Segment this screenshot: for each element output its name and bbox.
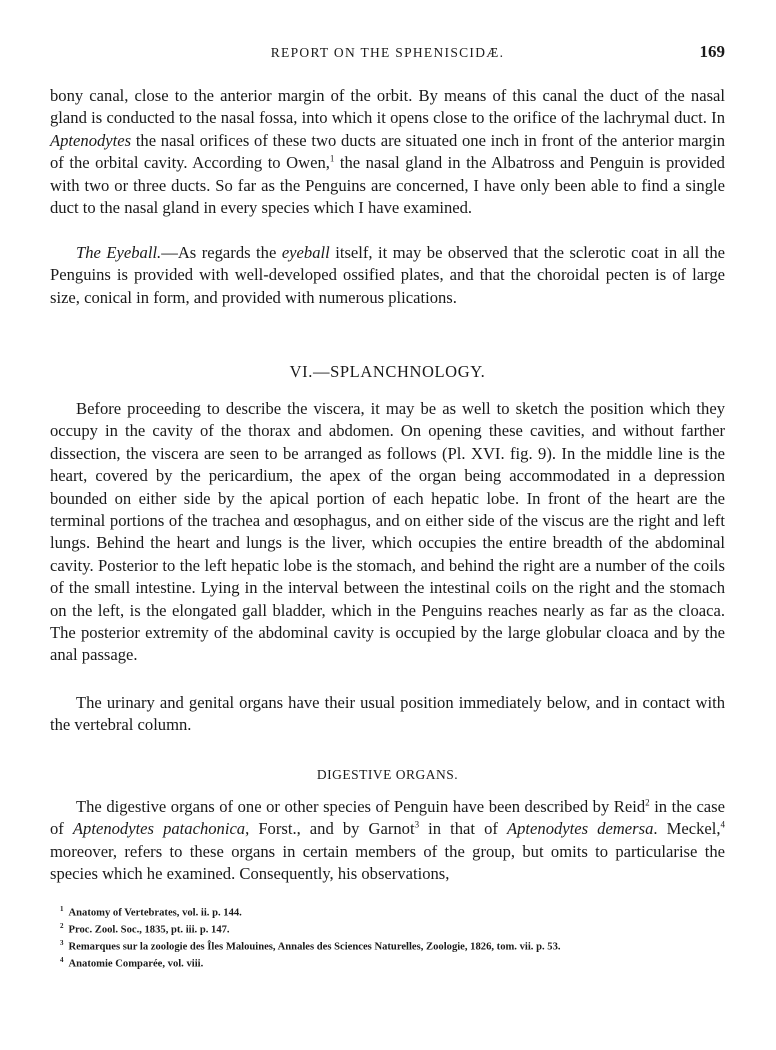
- footnote-number: 4: [60, 956, 64, 965]
- running-title: REPORT ON THE SPHENISCIDÆ.: [270, 45, 505, 60]
- running-header: [50, 42, 725, 64]
- paragraph-nasal-gland: [50, 85, 725, 219]
- footnote-number: 3: [60, 939, 64, 948]
- paragraph-text: bony canal, close to the anterior margin of the orbit. By means of this canal the duct of the nasal gland is conducted to the nasal fossa, into which it opens close to the orifice of the lachrymal duct. In Aptenodytes the nasal orifices of these two ducts are situated one inch in front of the anterior margin of the orbital cavity. According to Owen,$^1$ the nasal gland in the Albatross and Penguin is provided with two or three ducts. So far as the Penguins are concerned, I have only been able to find a single duct to the nasal gland in every species which I have examined.: [50, 86, 725, 218]
- subsection-heading: DIGESTIVE ORGANS.: [316, 767, 459, 782]
- section-heading: VI.—SPLANCHNOLOGY.: [289, 362, 486, 381]
- paragraph-digestive-organs: [50, 796, 725, 886]
- page-number: 169: [699, 42, 725, 61]
- footnote-number: 2: [60, 922, 64, 931]
- footnote-ref: 2: [645, 797, 650, 808]
- paragraph-title: The Eyeball.: [76, 243, 162, 262]
- footnote-text: Proc. Zool. Soc., 1835, pt. iii. p. 147.: [68, 924, 230, 936]
- footnote-text: Anatomie Comparée, vol. viii.: [68, 958, 204, 970]
- taxon-name: Aptenodytes: [50, 130, 132, 150]
- footnote-ref: 1: [329, 153, 335, 164]
- footnote-text: Anatomy of Vertebrates, vol. ii. p. 144.: [68, 907, 242, 919]
- footnote: [60, 954, 720, 971]
- taxon-name: Aptenodytes demersa: [506, 819, 654, 839]
- paragraph-text: The Eyeball.—As regards the eyeball itself, it may be observed that the sclerotic coat in all the Penguins is provided with well-developed ossified plates, and that the choroidal pecten is of large size, conical in form, and provided with numerous plications.: [50, 243, 725, 307]
- taxon-name: Aptenodytes patachonica: [72, 819, 246, 839]
- paragraph-text: The digestive organs of one or other species of Penguin have been described by Reid$^2$ in the case of Aptenodytes patachonica, Forst., and by Garnot$^3$ in that of Aptenodytes demersa. Meckel,$^4$ moreover, refers to these organs in certain members of the group, but omits to particularise the species which he examined. Consequently, his observations,: [50, 797, 725, 884]
- footnote: [60, 920, 720, 937]
- paragraph-eyeball: [50, 242, 725, 309]
- footnote: [60, 903, 720, 920]
- footnote-ref: 3: [414, 819, 420, 830]
- paragraph-urinary: [50, 692, 725, 737]
- footnotes: [60, 903, 720, 972]
- footnote-ref: 4: [720, 819, 725, 830]
- footnote-text: Remarques sur la zoologie des Îles Malouines, Annales des Sciences Naturelles, Zoologie, 1826, tom. vii. p. 53.: [68, 941, 561, 953]
- footnote: [60, 937, 720, 954]
- paragraph-viscera: [50, 398, 725, 667]
- paragraph-text: The urinary and genital organs have their usual position immediately below, and in contact with the vertebral column.: [50, 693, 725, 735]
- footnote-number: 1: [60, 905, 64, 913]
- paragraph-text: Before proceeding to describe the viscera, it may be as well to sketch the position which they occupy in the cavity of the thorax and abdomen. On opening these cavities, and without farther dissection, the viscera are seen to be arranged as follows (Pl. XVI. fig. 9). In the middle line is the heart, covered by the pericardium, the apex of the organ being accommodated in a depression bounded on either side by the apical portion of each hepatic lobe. In front of the heart are the terminal portions of the trachea and œsophagus, and on either side of the viscus are the right and left lungs. Behind the heart and lungs is the liver, which occupies the entire breadth of the abdominal cavity. Posterior to the left hepatic lobe is the stomach, and behind the right are a number of the coils of the small intestine. Lying in the interval between the intestinal coils on the right and the stomach on the left, is the elongated gall bladder, which in the Penguins reaches nearly as far as the cloaca. The posterior extremity of the abdominal cavity is occupied by the large globular cloaca and by the anal passage.: [50, 399, 725, 665]
